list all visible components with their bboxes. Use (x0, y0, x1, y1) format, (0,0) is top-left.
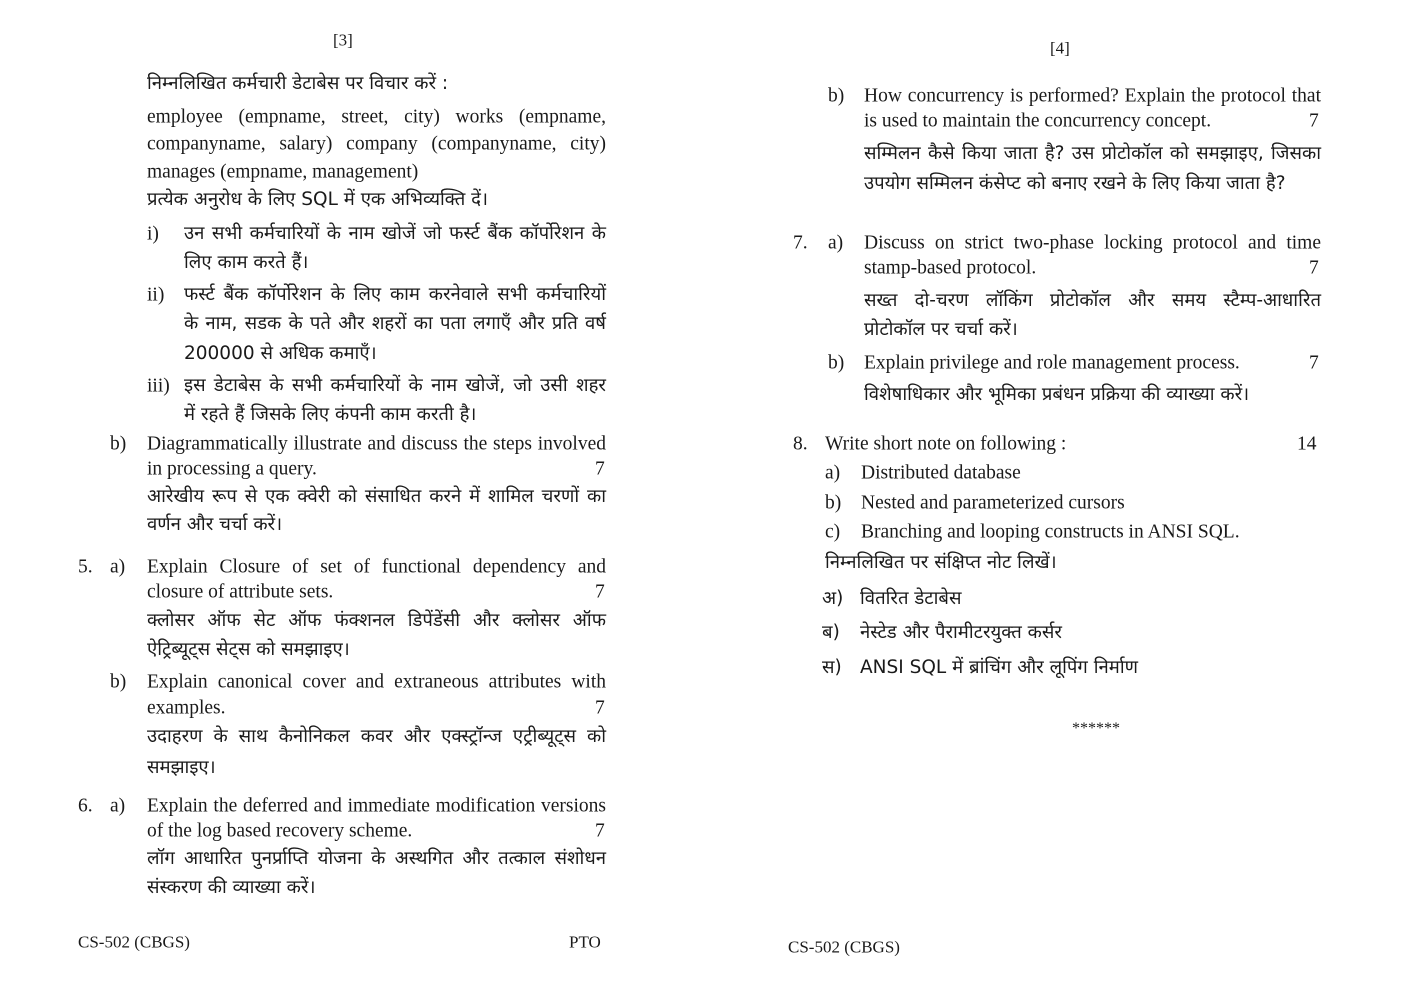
question-label: a) (110, 556, 126, 578)
sub-text: उन सभी कर्मचारियों के नाम खोजें जो फर्स्ट बैंक कॉर्पोरेशन के (184, 222, 606, 244)
sub-text: फर्स्ट बैंक कॉर्पोरेशन के लिए काम करनेवाले सभी कर्मचारियों (184, 283, 606, 305)
schema-line: employee (empname, street, city) works (empname, (147, 106, 606, 128)
question-number: 8. (793, 433, 808, 455)
sub-text: इस डेटाबेस के सभी कर्मचारियों के नाम खोजें, जो उसी शहर (184, 374, 606, 396)
end-mark: ****** (1072, 720, 1120, 737)
marks: 7 (595, 820, 605, 842)
question-label: a) (110, 795, 126, 817)
item-label: ब) (822, 621, 840, 643)
question-hindi: प्रोटोकॉल पर चर्चा करें। (864, 318, 1018, 340)
question-label: b) (110, 671, 127, 693)
item-text: Nested and parameterized cursors (861, 492, 1125, 514)
question-hindi: संस्करण की व्याख्या करें। (147, 876, 316, 898)
sub-text: में रहते हैं जिसके लिए कंपनी काम करती है। (184, 403, 477, 425)
question-hindi: उदाहरण के साथ कैनोनिकल कवर और एक्स्ट्रॉन्ज एट्रीब्यूट्स को (147, 725, 606, 747)
question-number: 7. (793, 232, 808, 254)
marks: 7 (595, 697, 605, 719)
footer-code: CS-502 (CBGS) (788, 937, 900, 957)
item-text: नेस्टेड और पैरामीटरयुक्त कर्सर (860, 621, 1062, 643)
footer-pto: PTO (569, 932, 601, 952)
marks: 7 (1309, 352, 1319, 374)
question-hindi: लॉग आधारित पुनर्प्राप्ति योजना के अस्थगित और तत्काल संशोधन (147, 847, 606, 869)
marks: 7 (595, 581, 605, 603)
question-label: a) (828, 232, 844, 254)
item-text: वितरित डेटाबेस (860, 587, 962, 609)
question-label: b) (828, 85, 845, 107)
question-hindi: वर्णन और चर्चा करें। (147, 513, 283, 535)
question-text: Write short note on following : (825, 433, 1067, 455)
page-number: [3] (333, 30, 353, 50)
question-hindi: उपयोग सम्मिलन कंसेप्ट को बनाए रखने के लिए किया जाता है? (864, 172, 1286, 194)
question-text: stamp-based protocol. (864, 257, 1037, 279)
item-label: स) (822, 656, 842, 678)
question-text: Explain privilege and role management process. (864, 352, 1240, 374)
item-text: Distributed database (861, 462, 1021, 484)
question-text: examples. (147, 697, 226, 719)
question-hindi: आरेखीय रूप से एक क्वेरी को संसाधित करने में शामिल चरणों का (147, 485, 606, 507)
page-number: [4] (1050, 38, 1070, 58)
footer-code: CS-502 (CBGS) (78, 932, 190, 952)
question-text: How concurrency is performed? Explain the protocol that (864, 85, 1321, 107)
item-text: ANSI SQL में ब्रांचिंग और लूपिंग निर्माण (860, 656, 1139, 678)
sub-label: i) (147, 223, 159, 245)
sub-text: 200000 से अधिक कमाएँ। (184, 342, 377, 364)
sub-label: ii) (147, 284, 165, 306)
question-number: 5. (78, 556, 93, 578)
marks: 7 (1309, 110, 1319, 132)
question-hindi: ऐट्रिब्यूट्स सेट्स को समझाइए। (147, 638, 350, 660)
question-label: b) (828, 352, 845, 374)
sub-label: iii) (147, 375, 170, 397)
marks: 14 (1297, 433, 1317, 455)
question-hindi: सम्मिलन कैसे किया जाता है? उस प्रोटोकॉल को समझाइए, जिसका (864, 142, 1321, 164)
question-hindi: विशेषाधिकार और भूमिका प्रबंधन प्रक्रिया की व्याख्या करें। (864, 383, 1250, 405)
intro-hindi: निम्नलिखित कर्मचारी डेटाबेस पर विचार करें : (147, 72, 449, 94)
item-label: अ) (822, 587, 844, 609)
question-hindi: क्लोसर ऑफ सेट ऑफ फंक्शनल डिपेंडेंसी और क्लोसर ऑफ (147, 609, 606, 631)
sub-text: लिए काम करते हैं। (184, 251, 309, 273)
item-label: a) (825, 462, 841, 484)
question-hindi: समझाइए। (147, 756, 216, 778)
instruction-hindi: प्रत्येक अनुरोध के लिए SQL में एक अभिव्यक्ति दें। (147, 188, 488, 210)
question-text: in processing a query. (147, 458, 317, 480)
marks: 7 (1309, 257, 1319, 279)
marks: 7 (595, 458, 605, 480)
schema-line: companyname, salary) company (companyname, city) (147, 133, 606, 155)
question-text: Discuss on strict two-phase locking protocol and time (864, 232, 1321, 254)
question-text: closure of attribute sets. (147, 581, 334, 603)
item-text: Branching and looping constructs in ANSI SQL. (861, 521, 1240, 543)
question-label: b) (110, 433, 127, 455)
question-text: Explain canonical cover and extraneous attributes with (147, 671, 606, 693)
question-hindi: सख्त दो-चरण लॉकिंग प्रोटोकॉल और समय स्टैम्प-आधारित (864, 289, 1321, 311)
schema-line: manages (empname, management) (147, 161, 419, 183)
item-label: b) (825, 492, 842, 514)
question-text: of the log based recovery scheme. (147, 820, 413, 842)
sub-text: के नाम, सडक के पते और शहरों का पता लगाएँ और प्रति वर्ष (184, 312, 606, 334)
item-label: c) (825, 521, 841, 543)
question-text: Diagrammatically illustrate and discuss the steps involved (147, 433, 606, 455)
question-number: 6. (78, 795, 93, 817)
question-text: Explain the deferred and immediate modification versions (147, 795, 606, 817)
question-text: Explain Closure of set of functional dependency and (147, 556, 606, 578)
question-text: is used to maintain the concurrency concept. (864, 110, 1212, 132)
question-hindi: निम्नलिखित पर संक्षिप्त नोट लिखें। (825, 551, 1057, 573)
